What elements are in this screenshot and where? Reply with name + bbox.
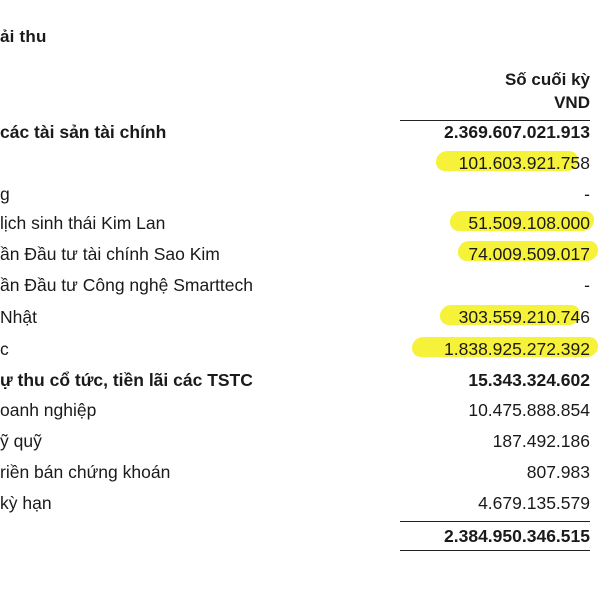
table-row	[0, 273, 600, 297]
row-label: ần Đầu tư tài chính Sao Kim	[0, 244, 220, 264]
row-label: kỳ hạn	[0, 493, 52, 513]
row-value: 2.369.607.021.913	[444, 122, 590, 142]
column-title: Số cuối kỳ	[504, 70, 590, 89]
section-heading: ải thu	[0, 27, 47, 46]
table-row	[0, 368, 600, 392]
row-label: c	[0, 339, 9, 359]
table-row	[0, 182, 600, 206]
row-value: -	[584, 275, 590, 295]
row-value: 303.559.210.746	[458, 307, 590, 327]
table-row	[0, 429, 600, 453]
row-value: 101.603.921.758	[458, 153, 590, 173]
table-row	[0, 491, 600, 515]
row-value: 15.343.324.602	[468, 370, 590, 390]
row-label: ần Đầu tư Công nghệ Smarttech	[0, 275, 253, 295]
table-row	[0, 305, 600, 329]
row-label: lịch sinh thái Kim Lan	[0, 213, 166, 233]
row-label: g	[0, 184, 10, 204]
total-underline	[400, 550, 590, 551]
table-row	[0, 151, 600, 175]
row-value: 187.492.186	[492, 431, 590, 451]
row-label: các tài sản tài chính	[0, 122, 167, 142]
row-label: Nhật	[0, 307, 37, 327]
table-row	[0, 211, 600, 235]
table-row	[0, 460, 600, 484]
column-unit: VND	[554, 93, 590, 112]
table-row	[0, 337, 600, 361]
total-rule	[400, 521, 590, 522]
row-value: 1.838.925.272.392	[444, 339, 590, 359]
row-value: -	[584, 184, 590, 204]
table-row	[0, 120, 600, 144]
row-label: riền bán chứng khoán	[0, 462, 171, 482]
row-value: 74.009.509.017	[468, 244, 590, 264]
row-value: 10.475.888.854	[468, 400, 590, 420]
row-label: ỹ quỹ	[0, 431, 42, 451]
table-row	[0, 398, 600, 422]
row-value: 807.983	[526, 462, 590, 482]
row-value: 51.509.108.000	[468, 213, 590, 233]
row-value: 4.679.135.579	[478, 493, 590, 513]
table-row	[0, 242, 600, 266]
row-label: oanh nghiệp	[0, 400, 97, 420]
total-value: 2.384.950.346.515	[444, 526, 590, 546]
row-label: ự thu cổ tức, tiền lãi các TSTC	[0, 370, 253, 390]
total-row	[0, 524, 600, 548]
